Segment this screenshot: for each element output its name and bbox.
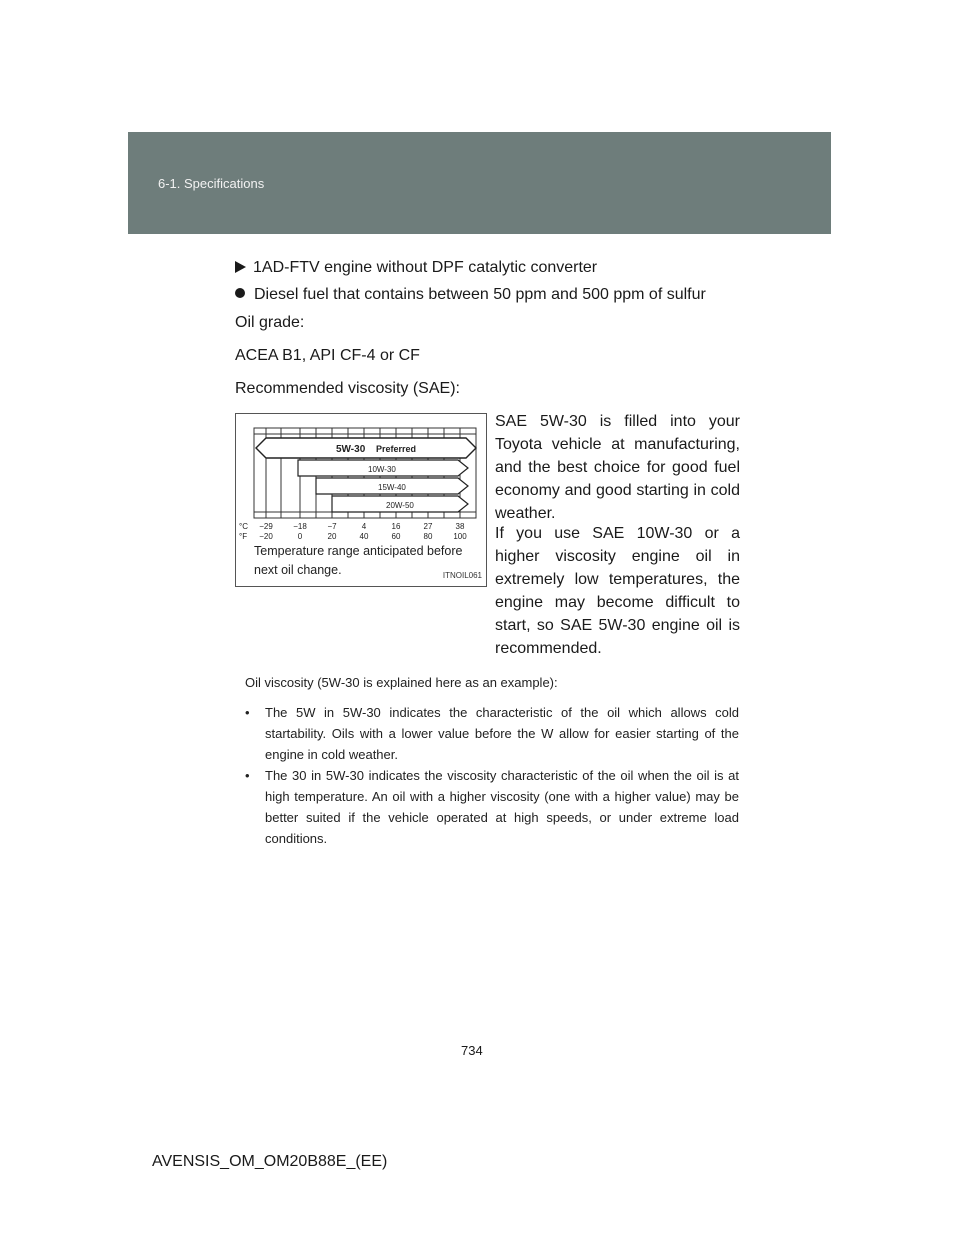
triangle-bullet-icon <box>235 261 246 273</box>
band-10w30-label: 10W-30 <box>368 465 396 474</box>
f-tick: 60 <box>391 532 401 541</box>
fahrenheit-unit: °F <box>239 532 248 541</box>
f-tick: −20 <box>259 532 273 541</box>
notes-title: Oil viscosity (5W-30 is explained here as an example): <box>245 675 558 690</box>
f-tick: 20 <box>327 532 337 541</box>
engine-heading <box>235 258 597 278</box>
fuel-bullet <box>235 285 706 305</box>
band-5w30-label: 5W-30 <box>336 444 366 455</box>
note-item <box>245 765 739 849</box>
viscosity-chart-figure <box>235 413 487 587</box>
f-tick: 40 <box>359 532 369 541</box>
note-text: The 30 in 5W-30 indicates the viscosity characteristic of the oil when the oil is at high temperature. An oil with a higher viscosity (one with a higher value) may be better suited if the vehicle operated at high speeds, or under extreme load conditions. <box>265 768 739 846</box>
f-tick: 100 <box>453 532 467 541</box>
page-number: 734 <box>461 1043 483 1058</box>
section-title: 6-1. Specifications <box>158 176 265 191</box>
f-tick: 80 <box>423 532 433 541</box>
bullet-icon: • <box>245 768 250 783</box>
engine-text: 1AD-FTV engine without DPF catalytic converter <box>253 259 598 276</box>
bullet-icon: • <box>245 705 250 720</box>
band-5w30-preferred: Preferred <box>376 444 417 454</box>
c-tick: −29 <box>259 522 273 531</box>
celsius-unit: °C <box>239 522 248 531</box>
note-text: The 5W in 5W-30 indicates the characteristic of the oil which allows cold startability. Oils with a lower value before the W allow for easier starting of the engine in cold weather. <box>265 705 739 762</box>
note-item <box>245 702 739 765</box>
c-tick: 4 <box>361 522 367 531</box>
band-5w30-arrow <box>256 438 476 458</box>
viscosity-notes <box>245 672 739 849</box>
oil-grade-label: Oil grade: <box>235 314 305 331</box>
f-tick: 0 <box>297 532 303 541</box>
celsius-ticks <box>259 522 465 531</box>
section-header <box>128 132 831 234</box>
side-paragraph-2: If you use SAE 10W-30 or a higher viscosity engine oil in extremely low temperatures, the engine may become difficult to start, so SAE 5W-30 engine oil is recommended. <box>495 525 740 657</box>
band-20w50-label: 20W-50 <box>386 501 414 510</box>
fuel-text: Diesel fuel that contains between 50 ppm and 500 ppm of sulfur <box>254 286 706 303</box>
c-tick: −7 <box>327 522 337 531</box>
fahrenheit-ticks <box>259 532 467 541</box>
viscosity-chart <box>236 414 486 544</box>
viscosity-label: Recommended viscosity (SAE): <box>235 380 460 397</box>
document-footer: AVENSIS_OM_OM20B88E_(EE) <box>152 1153 388 1170</box>
c-tick: 38 <box>455 522 465 531</box>
side-paragraph-1: SAE 5W-30 is filled into your Toyota vehicle at manufacturing, and the best choice for good fuel economy and good starting in cold weather. <box>495 413 740 522</box>
band-15w40-label: 15W-40 <box>378 483 406 492</box>
figure-code: ITNOIL061 <box>442 571 482 580</box>
oil-grade-value: ACEA B1, API CF-4 or CF <box>235 347 420 364</box>
c-tick: 16 <box>391 522 401 531</box>
figure-caption: Temperature range anticipated before next oil change. <box>254 544 463 577</box>
bullet-dot-icon <box>235 288 245 298</box>
c-tick: −18 <box>293 522 307 531</box>
c-tick: 27 <box>423 522 433 531</box>
